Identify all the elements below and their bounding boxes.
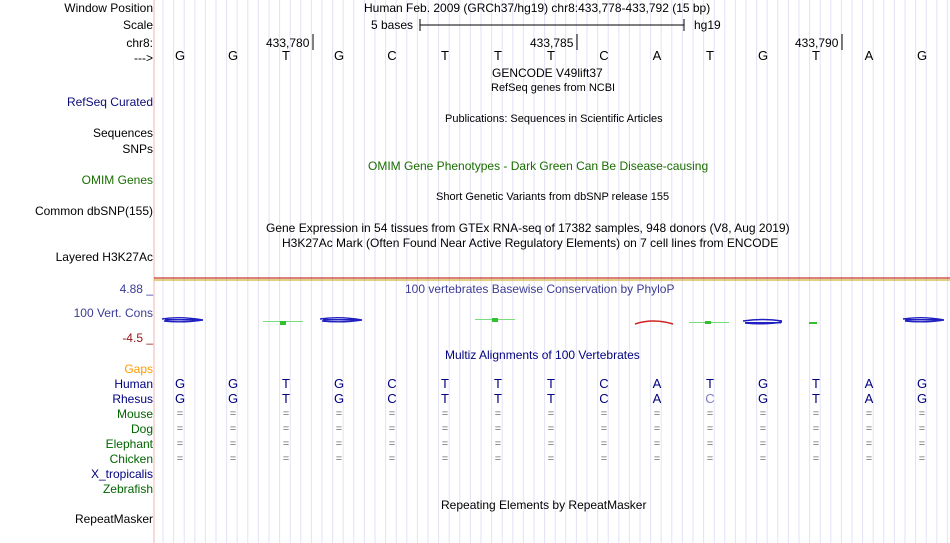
omim-genes-label[interactable]: OMIM Genes xyxy=(81,173,153,187)
human-base-11: T xyxy=(706,376,714,391)
base-4: G xyxy=(333,48,345,63)
strand-label: ---> xyxy=(134,51,153,65)
sequences-label[interactable]: Sequences xyxy=(92,126,153,140)
layered-h3k27ac-label[interactable]: Layered H3K27Ac xyxy=(55,250,153,264)
scale-label: Scale xyxy=(122,18,153,32)
mouse-match-12: = xyxy=(759,408,767,420)
species-mouse-label[interactable]: Mouse xyxy=(116,407,153,421)
human-base-9: C xyxy=(599,376,609,391)
phylop-wiggle xyxy=(155,310,950,330)
species-dog-label[interactable]: Dog xyxy=(130,422,153,436)
elephant-match-10: = xyxy=(653,438,661,450)
species-human-label[interactable]: Human xyxy=(114,377,153,391)
dog-match-12: = xyxy=(759,423,767,435)
dog-match-10: = xyxy=(653,423,661,435)
dog-match-1: = xyxy=(176,423,184,435)
rhesus-base-14: A xyxy=(864,391,874,406)
elephant-match-13: = xyxy=(812,438,820,450)
chicken-match-8: = xyxy=(547,453,555,465)
elephant-match-15: = xyxy=(918,438,926,450)
h3k27ac-track-title[interactable]: H3K27Ac Mark (Often Found Near Active Regulatory Elements) on 7 cell lines from ENCODE xyxy=(282,236,779,250)
base-12: G xyxy=(757,48,769,63)
dog-match-5: = xyxy=(388,423,396,435)
repeatmasker-track-title[interactable]: Repeating Elements by RepeatMasker xyxy=(441,498,647,512)
rhesus-base-4: G xyxy=(333,391,345,406)
elephant-match-6: = xyxy=(441,438,449,450)
coord-tick-mark-3 xyxy=(841,34,843,50)
chicken-match-5: = xyxy=(388,453,396,465)
species-elephant-label[interactable]: Elephant xyxy=(105,437,153,451)
elephant-match-9: = xyxy=(600,438,608,450)
mouse-match-15: = xyxy=(918,408,926,420)
refseq-curated-label[interactable]: RefSeq Curated xyxy=(66,95,153,109)
human-base-1: G xyxy=(174,376,186,391)
human-base-5: C xyxy=(387,376,397,391)
elephant-match-8: = xyxy=(547,438,555,450)
scale-bar xyxy=(418,18,688,32)
base-5: C xyxy=(387,48,397,63)
dog-match-6: = xyxy=(441,423,449,435)
human-base-6: T xyxy=(441,376,449,391)
rhesus-base-10: A xyxy=(652,391,662,406)
dog-match-7: = xyxy=(494,423,502,435)
phylop-track-title[interactable]: 100 vertebrates Basewise Conservation by PhyloP xyxy=(405,282,675,296)
chicken-match-7: = xyxy=(494,453,502,465)
dog-match-11: = xyxy=(706,423,714,435)
rhesus-base-12: G xyxy=(757,391,769,406)
human-base-15: G xyxy=(916,376,928,391)
rhesus-base-5: C xyxy=(387,391,397,406)
snps-label[interactable]: SNPs xyxy=(122,142,153,156)
elephant-match-5: = xyxy=(388,438,396,450)
rhesus-base-7: T xyxy=(494,391,502,406)
mouse-match-6: = xyxy=(441,408,449,420)
elephant-match-14: = xyxy=(865,438,873,450)
publications-track-title[interactable]: Publications: Sequences in Scientific Articles xyxy=(445,113,663,125)
coord-tick-433785: 433,785 xyxy=(530,36,574,50)
chicken-match-14: = xyxy=(865,453,873,465)
mouse-match-7: = xyxy=(494,408,502,420)
mouse-match-13: = xyxy=(812,408,820,420)
100-vert-cons-label[interactable]: 100 Vert. Cons xyxy=(73,306,153,320)
dog-match-8: = xyxy=(547,423,555,435)
base-10: A xyxy=(652,48,662,63)
coord-tick-mark-1 xyxy=(312,34,314,50)
chicken-match-15: = xyxy=(918,453,926,465)
base-13: T xyxy=(812,48,820,63)
elephant-match-3: = xyxy=(282,438,290,450)
mouse-match-2: = xyxy=(229,408,237,420)
chicken-match-12: = xyxy=(759,453,767,465)
window-position-label: Window Position xyxy=(64,1,153,15)
chicken-match-13: = xyxy=(812,453,820,465)
mouse-match-14: = xyxy=(865,408,873,420)
scale-text: 5 bases xyxy=(371,18,414,32)
rhesus-base-6: T xyxy=(441,391,449,406)
base-11: T xyxy=(706,48,714,63)
cons-max-label: 4.88 _ xyxy=(119,282,153,296)
rhesus-base-1: G xyxy=(174,391,186,406)
human-base-8: T xyxy=(547,376,555,391)
dog-match-15: = xyxy=(918,423,926,435)
base-15: G xyxy=(916,48,928,63)
rhesus-base-9: C xyxy=(599,391,609,406)
human-base-4: G xyxy=(333,376,345,391)
cons-min-label: -4.5 _ xyxy=(122,331,153,345)
base-9: C xyxy=(599,48,609,63)
species-chicken-label[interactable]: Chicken xyxy=(109,452,153,466)
rhesus-base-8: T xyxy=(547,391,555,406)
elephant-match-12: = xyxy=(759,438,767,450)
gtex-track-title[interactable]: Gene Expression in 54 tissues from GTEx RNA-seq of 17382 samples, 948 donors (V8, Aug 2019) xyxy=(266,221,790,235)
common-dbsnp-label[interactable]: Common dbSNP(155) xyxy=(34,204,153,218)
mouse-match-4: = xyxy=(335,408,343,420)
base-8: T xyxy=(547,48,555,63)
base-1: G xyxy=(174,48,186,63)
chicken-match-11: = xyxy=(706,453,714,465)
dbsnp-track-title[interactable]: Short Genetic Variants from dbSNP release 155 xyxy=(436,191,670,203)
base-6: T xyxy=(441,48,449,63)
mouse-match-3: = xyxy=(282,408,290,420)
refseq-track-title[interactable]: RefSeq genes from NCBI xyxy=(491,82,616,94)
mouse-match-9: = xyxy=(600,408,608,420)
mouse-match-1: = xyxy=(176,408,184,420)
dog-match-4: = xyxy=(335,423,343,435)
human-base-2: G xyxy=(227,376,239,391)
base-7: T xyxy=(494,48,502,63)
window-position-value: Human Feb. 2009 (GRCh37/hg19) chr8:433,778-433,792 (15 bp) xyxy=(364,1,711,15)
human-base-13: T xyxy=(812,376,820,391)
rhesus-base-15: G xyxy=(916,391,928,406)
dog-match-9: = xyxy=(600,423,608,435)
chicken-match-6: = xyxy=(441,453,449,465)
base-3: T xyxy=(282,48,290,63)
dog-match-14: = xyxy=(865,423,873,435)
elephant-match-7: = xyxy=(494,438,502,450)
species-rhesus-label[interactable]: Rhesus xyxy=(112,392,153,406)
omim-track-title[interactable]: OMIM Gene Phenotypes - Dark Green Can Be Disease-causing xyxy=(368,159,709,173)
human-base-3: T xyxy=(282,376,290,391)
elephant-match-1: = xyxy=(176,438,184,450)
human-base-14: A xyxy=(864,376,874,391)
coord-tick-433780: 433,780 xyxy=(266,36,310,50)
mouse-match-11: = xyxy=(706,408,714,420)
chicken-match-4: = xyxy=(335,453,343,465)
base-2: G xyxy=(227,48,239,63)
species-zebrafish-label[interactable]: Zebrafish xyxy=(102,482,153,496)
scale-assembly: hg19 xyxy=(694,18,721,32)
species-x-tropicalis-label[interactable]: X_tropicalis xyxy=(90,467,153,481)
rhesus-base-13: T xyxy=(812,391,820,406)
chicken-match-2: = xyxy=(229,453,237,465)
human-base-12: G xyxy=(757,376,769,391)
elephant-match-4: = xyxy=(335,438,343,450)
gencode-track-title[interactable]: GENCODE V49lift37 xyxy=(492,66,603,80)
elephant-match-11: = xyxy=(706,438,714,450)
mouse-match-5: = xyxy=(388,408,396,420)
mouse-match-10: = xyxy=(653,408,661,420)
rhesus-base-11: C xyxy=(705,391,715,406)
rhesus-base-3: T xyxy=(282,391,290,406)
chrom-label: chr8: xyxy=(126,36,153,50)
multiz-track-title[interactable]: Multiz Alignments of 100 Vertebrates xyxy=(445,348,640,362)
coord-tick-mark-2 xyxy=(576,34,578,50)
rhesus-base-2: G xyxy=(227,391,239,406)
mouse-match-8: = xyxy=(547,408,555,420)
chicken-match-1: = xyxy=(176,453,184,465)
base-14: A xyxy=(864,48,874,63)
gaps-label[interactable]: Gaps xyxy=(124,362,153,376)
chicken-match-3: = xyxy=(282,453,290,465)
chicken-match-10: = xyxy=(653,453,661,465)
repeatmasker-label[interactable]: RepeatMasker xyxy=(74,512,153,526)
chicken-match-9: = xyxy=(600,453,608,465)
coord-tick-433790: 433,790 xyxy=(795,36,839,50)
human-base-7: T xyxy=(494,376,502,391)
dog-match-3: = xyxy=(282,423,290,435)
elephant-match-2: = xyxy=(229,438,237,450)
human-base-10: A xyxy=(652,376,662,391)
dog-match-2: = xyxy=(229,423,237,435)
dog-match-13: = xyxy=(812,423,820,435)
